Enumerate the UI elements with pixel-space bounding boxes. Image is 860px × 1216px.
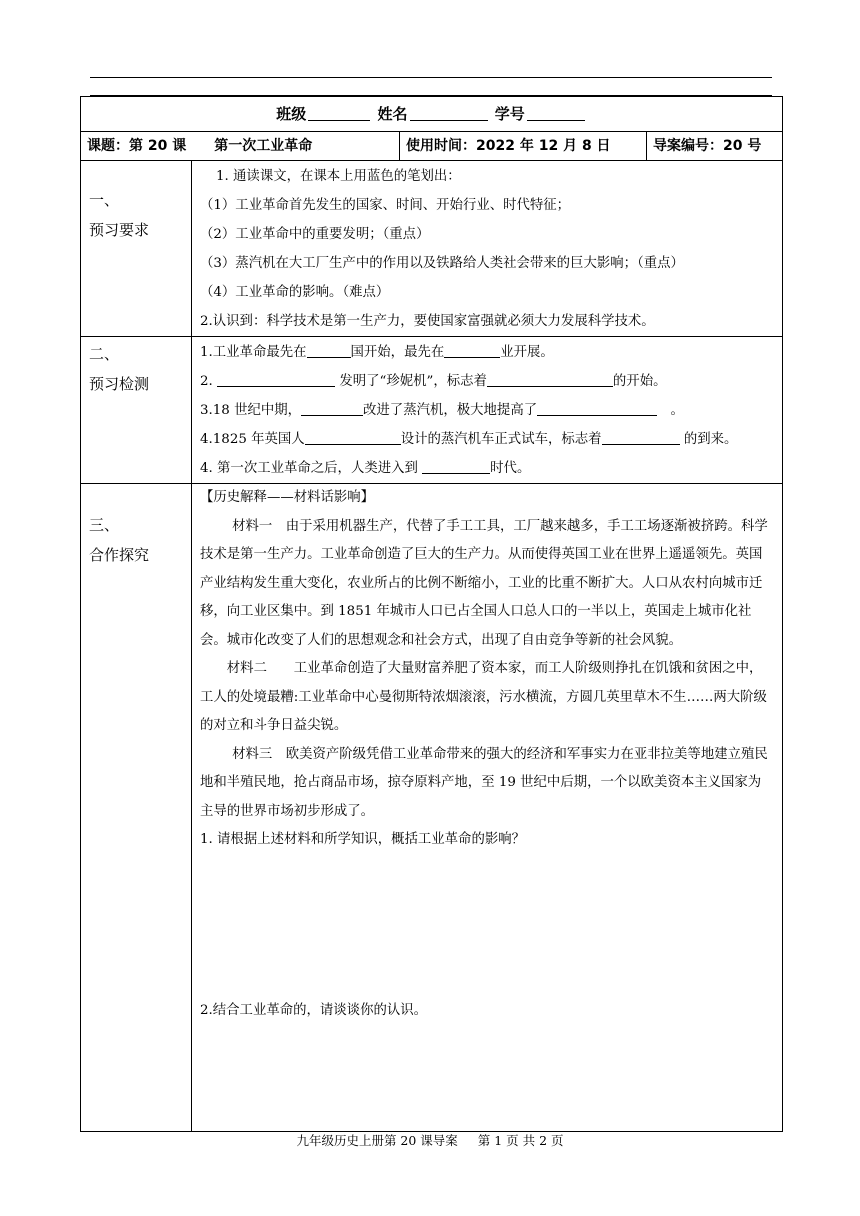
student-info-row — [81, 97, 783, 132]
worksheet-table — [80, 96, 783, 1132]
usage-date: 使用时间：2022 年 12 月 8 日 — [400, 132, 647, 161]
name-blank[interactable] — [410, 104, 488, 121]
inquiry-question-2: 2.结合工业革命的，请谈谈你的认识。 — [200, 1002, 428, 1018]
req-line: 1. 通读课文，在课本上用蓝色的笔划出： — [216, 169, 461, 184]
req-line: （4）工业革命的影响。（难点） — [200, 285, 390, 300]
section-3-label — [81, 484, 192, 1132]
page-indicator: 第 1 页 共 2 页 — [477, 1133, 564, 1148]
answer-blank[interactable] — [602, 429, 680, 445]
section-1-title: 预习要求 — [89, 221, 150, 239]
section-1-number: 一、 — [89, 191, 120, 209]
material-3: 材料三 欧美资产阶级凭借工业革命带来的强大的经济和军事实力在亚非拉美等地建立殖民地和半殖民地，抢占商品市场，掠夺原料产地，至 19 世纪中后期，一个以欧美资本主义国家为主导的世界市场初步形成了。 — [200, 746, 768, 819]
inquiry-question-1: 1. 请根据上述材料和所学知识，概括工业革命的影响？ — [200, 832, 526, 847]
section-2-label — [81, 337, 192, 484]
check-question-3: 3.18 世纪中期， 改进了蒸汽机，极大地提高了 。 — [200, 396, 782, 425]
material-2: 材料二 工业革命创造了大量财富养肥了资本家，而工人阶级则挣扎在饥饿和贫困之中，工人的处境最糟:工业革命中心曼彻斯特浓烟滚滚，污水横流，方圆几英里草木不生……两大阶级的对立和斗争日益尖锐。 — [200, 661, 767, 733]
req-line: （1）工业革命首先发生的国家、时间、开始行业、时代特征； — [200, 198, 571, 213]
section-3-content — [192, 484, 783, 1132]
footer-title: 九年级历史上册第 20 课导案 — [296, 1133, 458, 1148]
class-blank[interactable] — [308, 104, 370, 121]
section-2-title: 预习检测 — [89, 375, 150, 393]
req-line: 2.认识到：科学技术是第一生产力，要使国家富强就必须大力发展科学技术。 — [200, 314, 655, 329]
answer-blank[interactable] — [305, 429, 401, 445]
student-id-label: 学号 — [494, 105, 525, 123]
class-label: 班级 — [276, 105, 307, 123]
answer-blank[interactable] — [487, 371, 613, 387]
answer-blank[interactable] — [422, 458, 490, 474]
student-id-blank[interactable] — [527, 104, 585, 121]
check-question-4: 4.1825 年英国人 设计的蒸汽机车正式试车，标志着 的到来。 — [200, 425, 782, 454]
name-label: 姓名 — [377, 105, 408, 123]
section-2-number: 二、 — [89, 345, 120, 363]
answer-space-1[interactable] — [200, 855, 782, 997]
answer-blank[interactable] — [301, 400, 363, 416]
plan-number: 导案编号：20 号 — [647, 132, 783, 161]
lesson-title: 课题：第 20 课 第一次工业革命 — [81, 132, 400, 161]
req-line: （3）蒸汽机在大工厂生产中的作用以及铁路给人类社会带来的巨大影响；（重点） — [200, 256, 684, 271]
answer-blank[interactable] — [537, 400, 657, 416]
section-1-content — [192, 161, 783, 337]
answer-blank[interactable] — [307, 342, 351, 358]
req-line: （2）工业革命中的重要发明；（重点） — [200, 227, 430, 242]
page-footer — [0, 1131, 860, 1149]
section-3-number: 三、 — [89, 516, 120, 534]
section-3-title: 合作探究 — [89, 546, 150, 564]
check-question-1: 1.工业革命最先在 国开始，最先在 业开展。 — [200, 338, 782, 367]
material-1: 材料一 由于采用机器生产，代替了手工工具，工厂越来越多，手工工场逐渐被挤跨。科学技术是第一生产力。工业革命创造了巨大的生产力。从而使得英国工业在世界上遥遥领先。英国产业结构发生重大变化，农业所占的比例不断缩小，工业的比重不断扩大。人口从农村向城市迁移，向工业区集中。到 1851 年城市人口已占全国人口总人口的一半以上，英国走上城市化社会。城市化改变了人们的思想观念和社会方式，出现了自由竞争等新的社会风貌。 — [200, 518, 768, 648]
section-2-content — [192, 337, 783, 484]
material-heading: 【历史解释——材料话影响】 — [200, 490, 375, 505]
check-question-2: 2. 发明了“珍妮机”，标志着 的开始。 — [200, 367, 782, 396]
top-rule — [90, 77, 772, 78]
section-1-label — [81, 161, 192, 337]
check-question-5: 4. 第一次工业革命之后，人类进入到 时代。 — [200, 454, 782, 483]
answer-blank[interactable] — [217, 371, 335, 387]
answer-blank[interactable] — [444, 342, 500, 358]
